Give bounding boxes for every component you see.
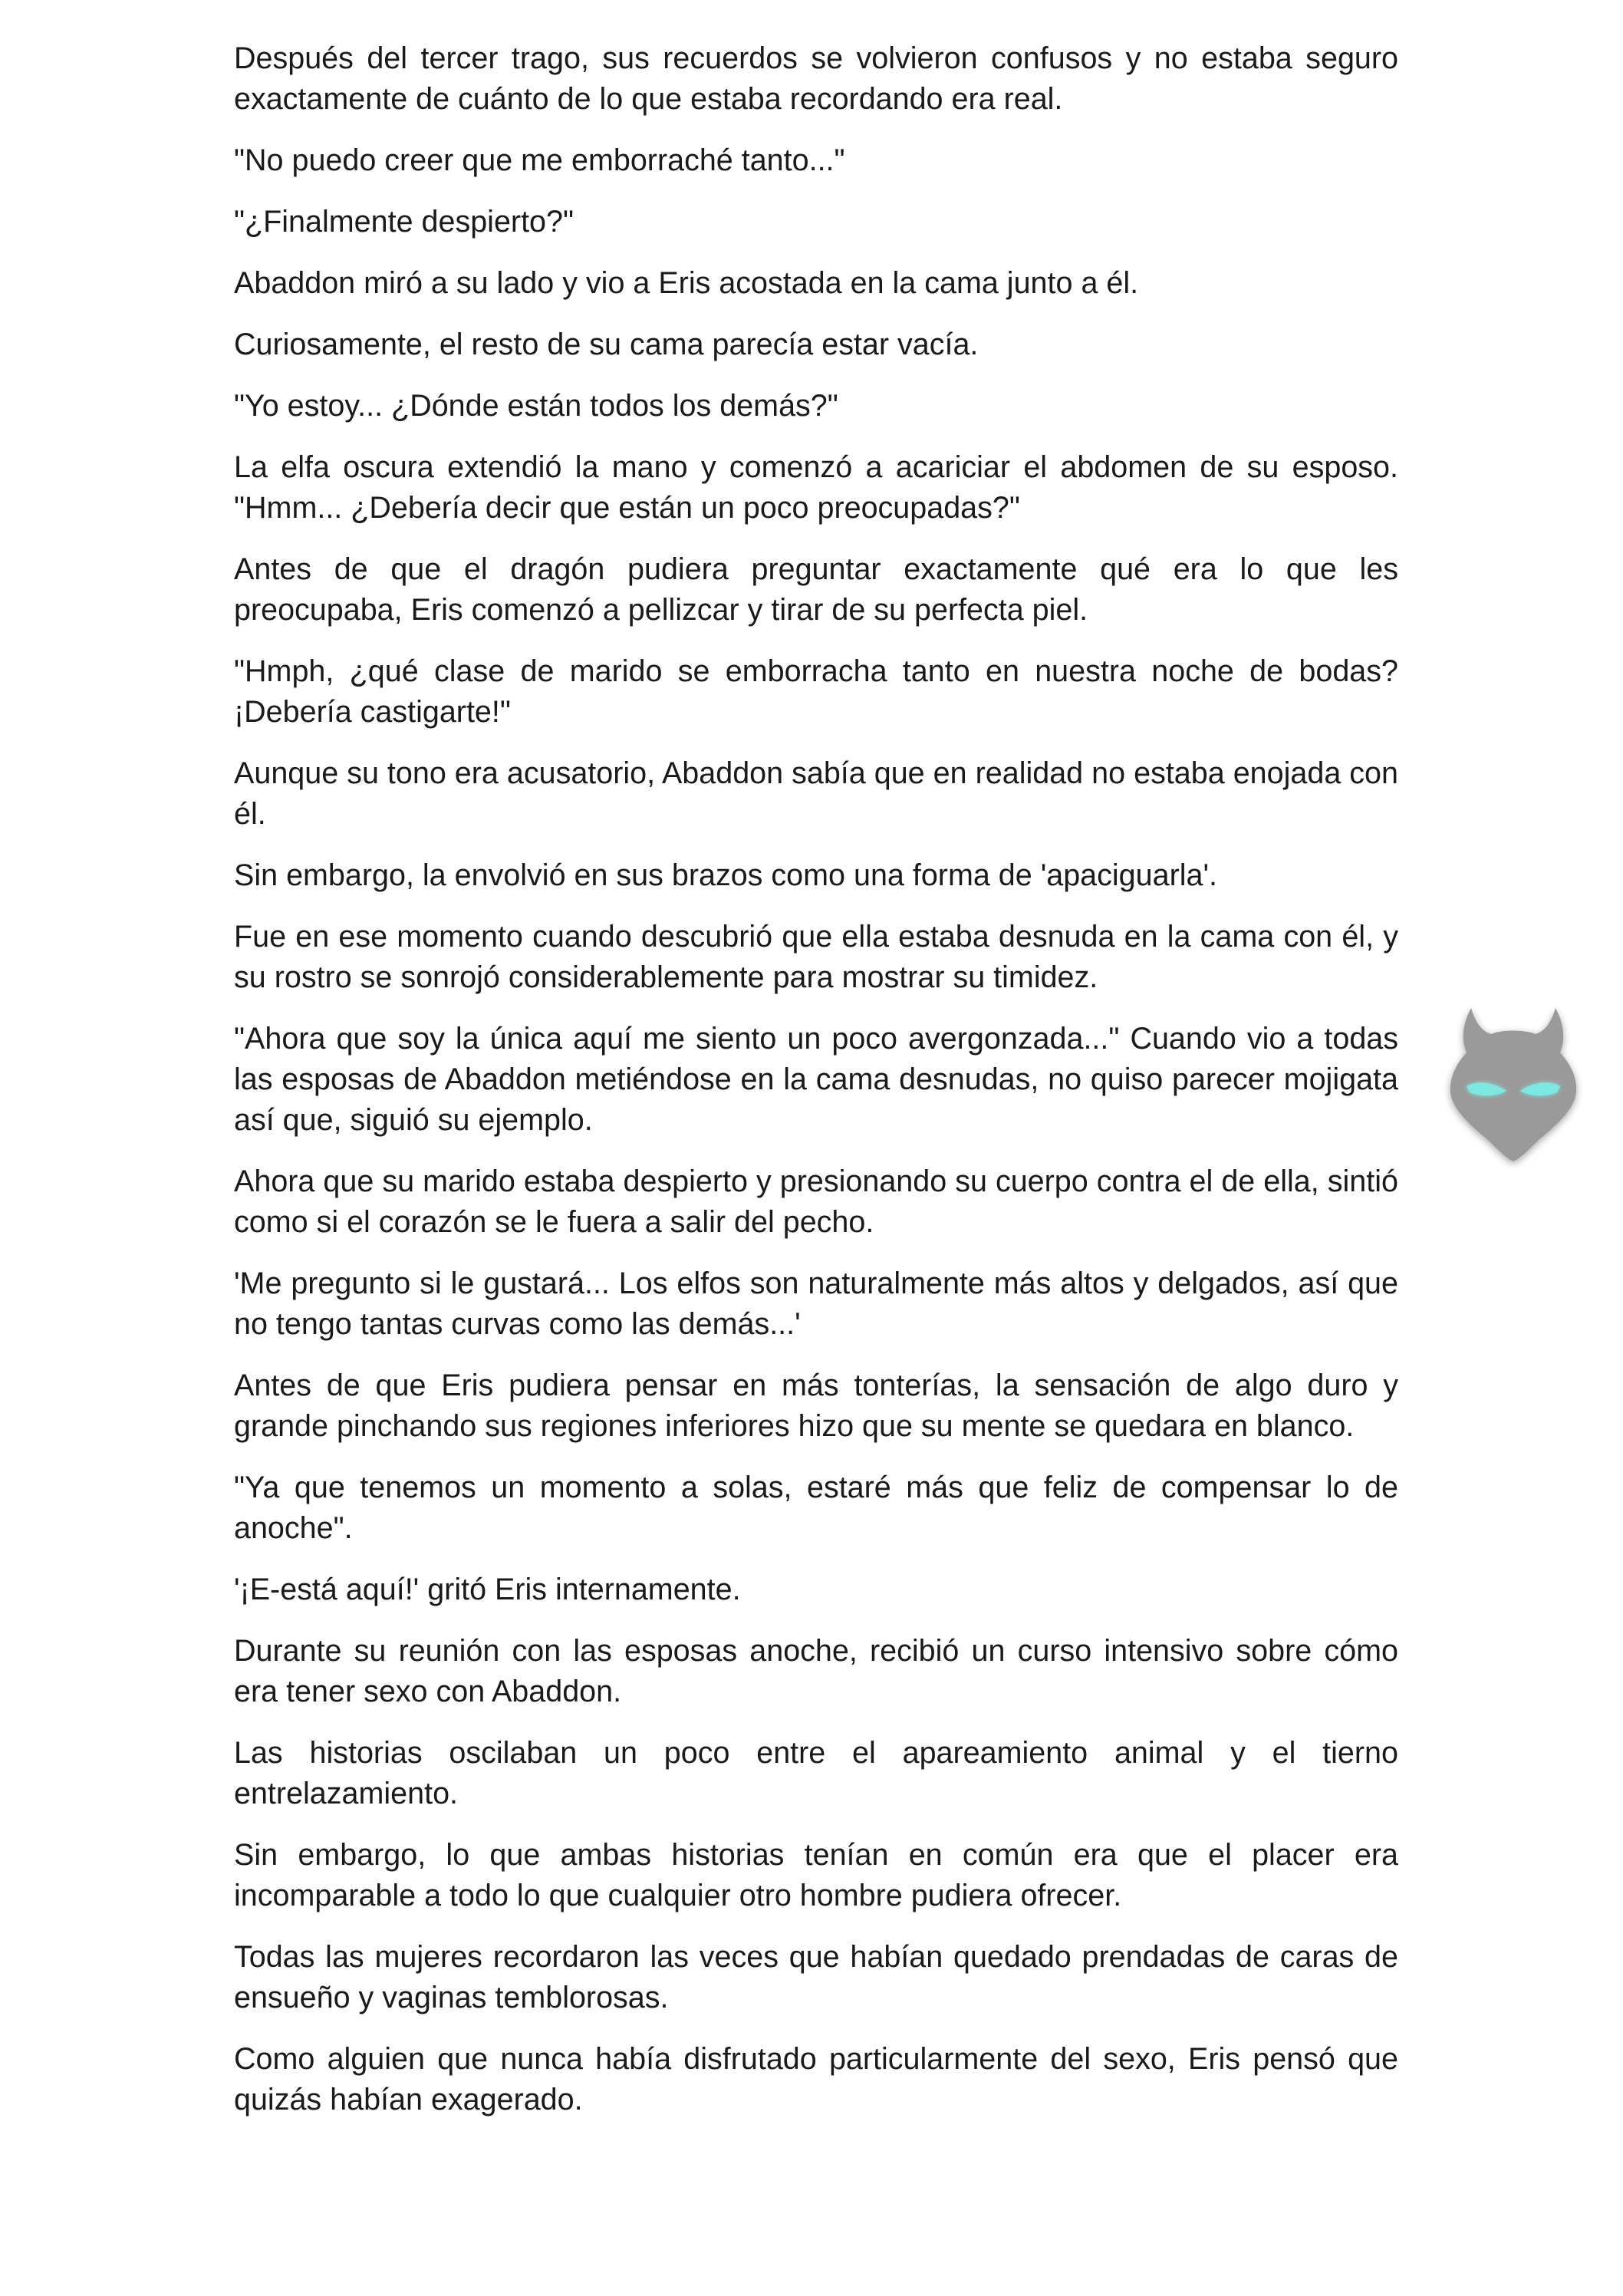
paragraph: Antes de que el dragón pudiera preguntar exactamente qué era lo que les preocupaba, Eris comenzó a pellizcar y tirar de su perfecta piel. <box>234 552 1398 627</box>
paragraph: Como alguien que nunca había disfrutado particularmente del sexo, Eris pensó que quizás habían exagerado. <box>234 2042 1398 2116</box>
paragraph: "Ya que tenemos un momento a solas, estaré más que feliz de compensar lo de anoche". <box>234 1471 1398 1545</box>
paragraph: Abaddon miró a su lado y vio a Eris acostada en la cama junto a él. <box>234 266 1139 300</box>
paragraph: Después del tercer trago, sus recuerdos se volvieron confusos y no estaba seguro exactamente de cuánto de lo que estaba recordando era real. <box>234 41 1398 116</box>
paragraph: Aunque su tono era acusatorio, Abaddon sabía que en realidad no estaba enojada con él. <box>234 756 1398 831</box>
paragraph: "Yo estoy... ¿Dónde están todos los demás?" <box>234 389 838 423</box>
paragraph: '¡E-está aquí!' gritó Eris internamente. <box>234 1573 741 1606</box>
paragraph: Fue en ese momento cuando descubrió que ella estaba desnuda en la cama con él, y su rostro se sonrojó considerablemente para mostrar su timidez. <box>234 920 1398 994</box>
document-body <box>234 38 1398 2141</box>
paragraph: Durante su reunión con las esposas anoche, recibió un curso intensivo sobre cómo era tener sexo con Abaddon. <box>234 1634 1398 1708</box>
paragraph: "¿Finalmente despierto?" <box>234 205 574 239</box>
demon-head-icon <box>1440 997 1586 1174</box>
paragraph: "Hmph, ¿qué clase de marido se emborracha tanto en nuestra noche de bodas? ¡Debería castigarte!" <box>234 654 1398 729</box>
paragraph: 'Me pregunto si le gustará... Los elfos son naturalmente más altos y delgados, así que no tengo tantas curvas como las demás...' <box>234 1267 1398 1341</box>
paragraph: Todas las mujeres recordaron las veces que habían quedado prendadas de caras de ensueño y vaginas temblorosas. <box>234 1940 1398 2014</box>
paragraph: Ahora que su marido estaba despierto y presionando su cuerpo contra el de ella, sintió como si el corazón se le fuera a salir del pecho. <box>234 1164 1398 1239</box>
paragraph: Curiosamente, el resto de su cama parecía estar vacía. <box>234 328 979 361</box>
paragraph: "No puedo creer que me emborraché tanto..." <box>234 143 845 177</box>
paragraph: Sin embargo, la envolvió en sus brazos como una forma de 'apaciguarla'. <box>234 858 1217 892</box>
paragraph: Sin embargo, lo que ambas historias tenían en común era que el placer era incomparable a todo lo que cualquier otro hombre pudiera ofrecer. <box>234 1838 1398 1912</box>
paragraph: Las historias oscilaban un poco entre el apareamiento animal y el tierno entrelazamiento. <box>234 1736 1398 1810</box>
paragraph: La elfa oscura extendió la mano y comenzó a acariciar el abdomen de su esposo. "Hmm... ¿Debería decir que están un poco preocupadas?" <box>234 450 1398 525</box>
paragraph: "Ahora que soy la única aquí me siento un poco avergonzada..." Cuando vio a todas las esposas de Abaddon metiéndose en la cama desnudas, no quiso parecer mojigata así que, siguió su ejemplo. <box>234 1022 1398 1137</box>
paragraph: Antes de que Eris pudiera pensar en más tonterías, la sensación de algo duro y grande pinchando sus regiones inferiores hizo que su mente se quedara en blanco. <box>234 1369 1398 1443</box>
